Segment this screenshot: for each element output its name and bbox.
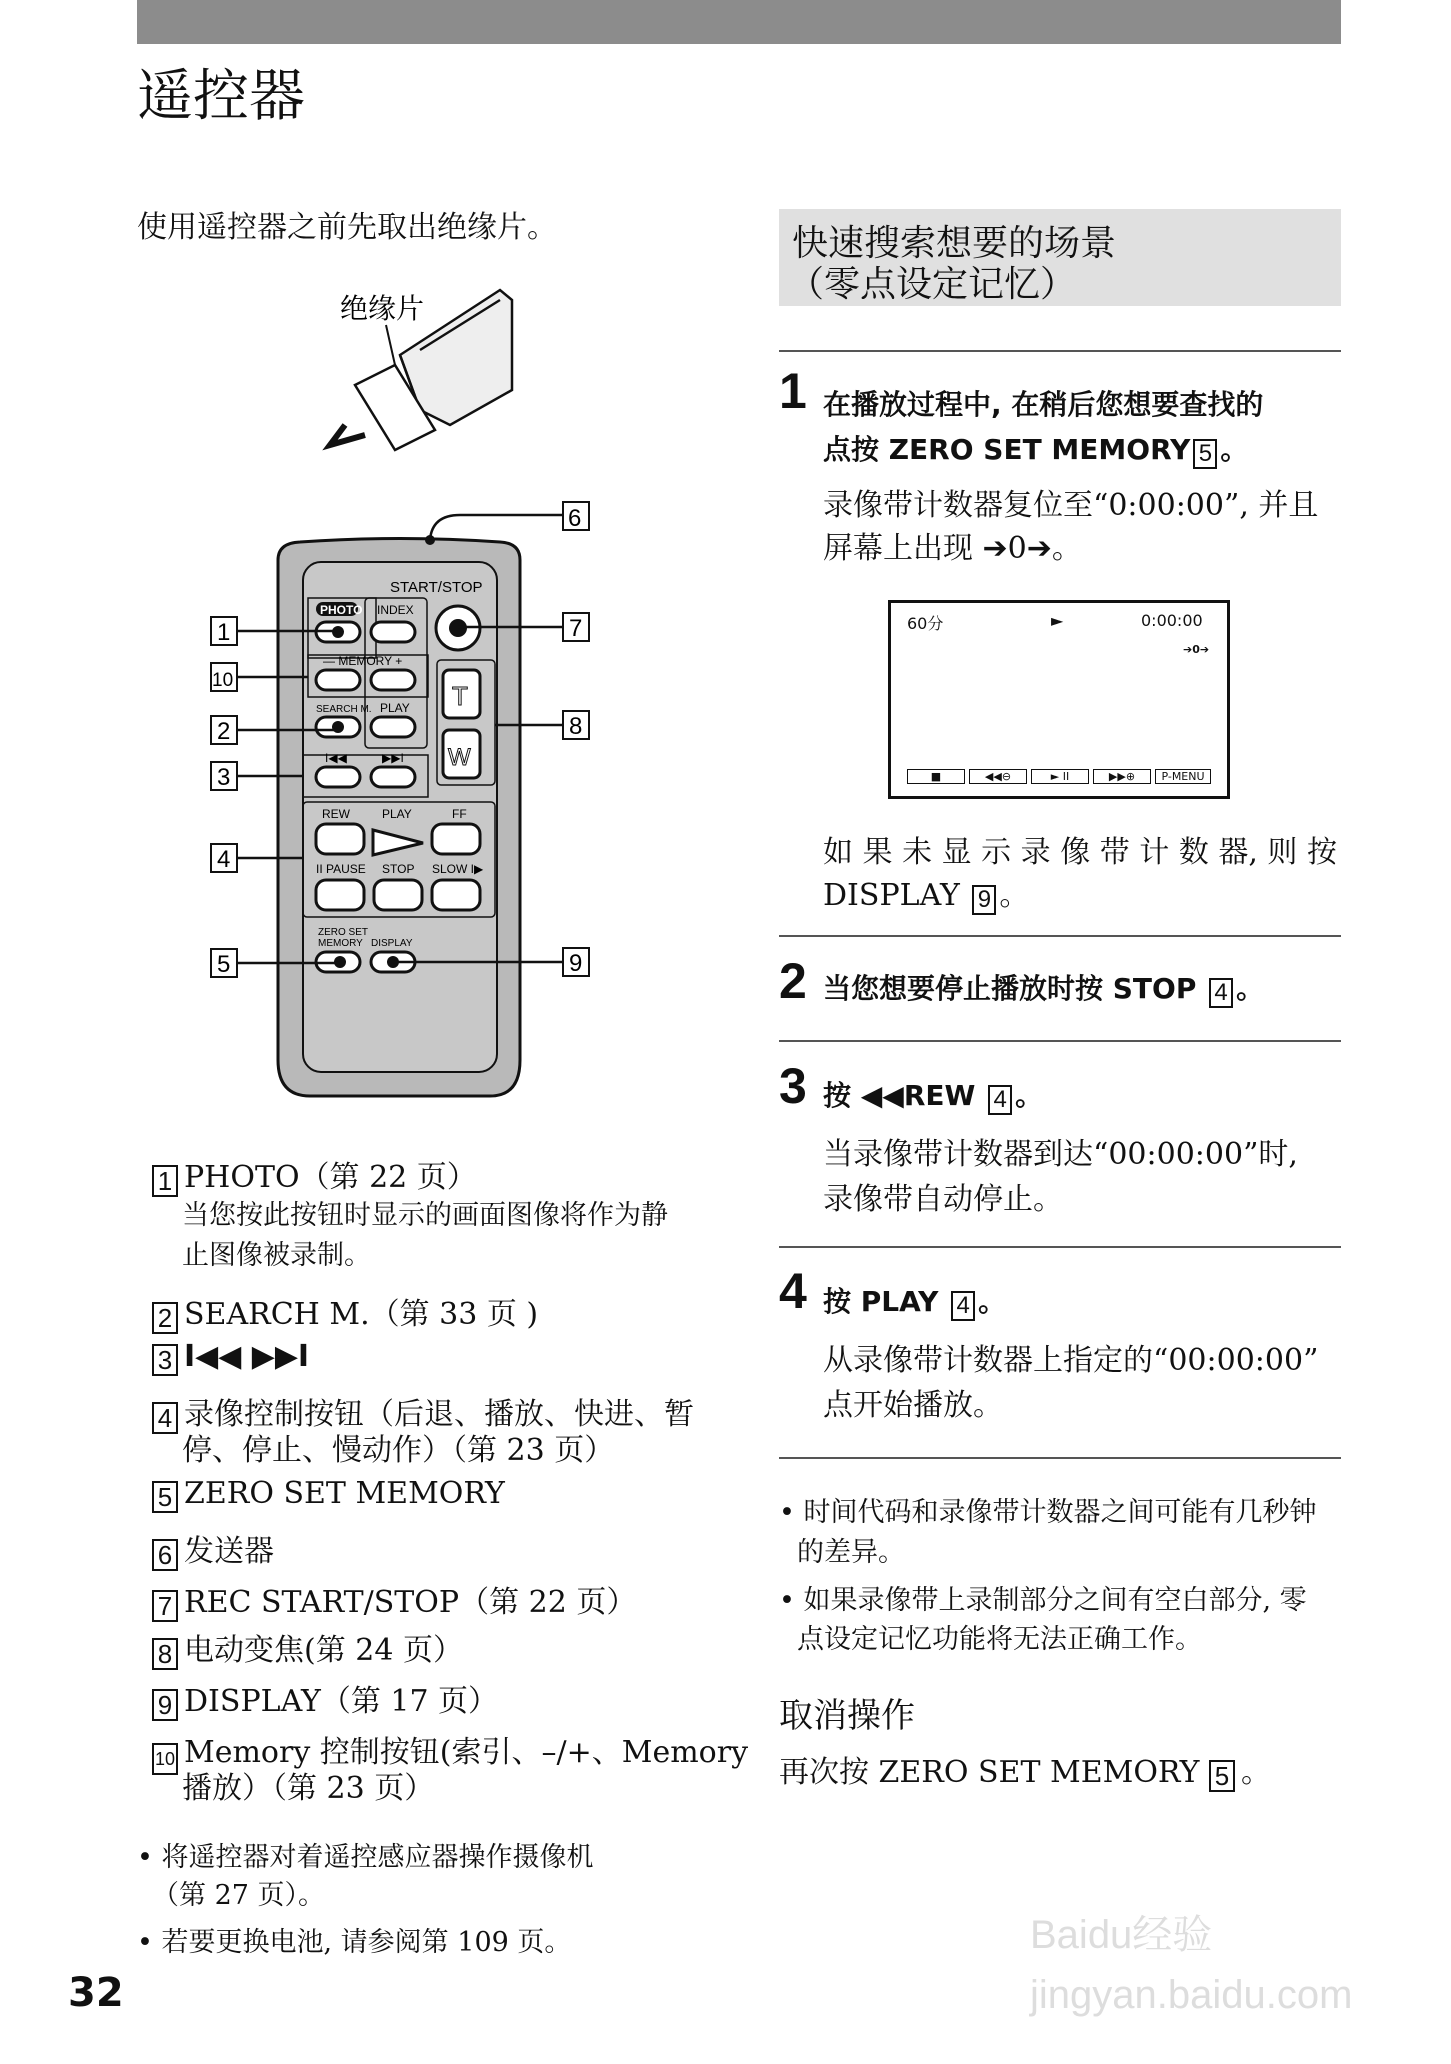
- cancel-heading: 取消操作: [779, 1696, 915, 1736]
- item-line: 停、停止、慢动作）（第 23 页）: [182, 1433, 615, 1468]
- list-item-8: 8 电动变焦(第 24 页）: [152, 1625, 463, 1670]
- list-item-5: 5 ZERO SET MEMORY: [152, 1476, 505, 1513]
- divider: [779, 350, 1341, 352]
- svg-text:II PAUSE: II PAUSE: [316, 862, 366, 876]
- divider: [779, 1246, 1341, 1248]
- step-heading: 按 ◀◀REW 4 。: [823, 1079, 1044, 1113]
- play-pause-button[interactable]: ► II: [1031, 769, 1089, 784]
- svg-text:▶▶I: ▶▶I: [382, 751, 404, 765]
- step-number: 3: [779, 1058, 807, 1114]
- step-heading: 按 PLAY 4 。: [823, 1285, 1007, 1319]
- list-item-10: 10 Memory 控制按钮(索引、–/+、Memory: [152, 1727, 748, 1775]
- svg-text:W: W: [448, 744, 471, 771]
- step-heading: 在播放过程中, 在稍后您想要查找的: [823, 388, 1264, 421]
- item-desc: 止图像被录制。: [182, 1240, 371, 1271]
- list-item-2: 2 SEARCH M.（第 33 页 ): [152, 1289, 538, 1334]
- note: • 如果录像带上录制部分之间有空白部分, 零: [779, 1585, 1307, 1616]
- svg-text:4: 4: [217, 846, 231, 873]
- svg-text:PLAY: PLAY: [382, 807, 412, 821]
- svg-text:10: 10: [212, 670, 234, 691]
- svg-text:MEMORY: MEMORY: [318, 938, 363, 949]
- note-line: 点设定记忆功能将无法正确工作。: [797, 1624, 1202, 1655]
- svg-text:SLOW I▶: SLOW I▶: [432, 862, 484, 876]
- svg-text:2: 2: [217, 718, 231, 745]
- svg-text:T: T: [452, 681, 468, 711]
- svg-text:PLAY: PLAY: [380, 701, 410, 715]
- divider: [779, 935, 1341, 937]
- svg-text:ZERO SET: ZERO SET: [318, 927, 369, 938]
- page-number: 32: [68, 1970, 124, 2016]
- tape-counter: 0:00:00: [1141, 611, 1203, 630]
- item-desc: 当您按此按钮时显示的画面图像将作为静: [182, 1200, 668, 1231]
- note: • 将遥控器对着遥控感应器操作摄像机: [137, 1842, 594, 1873]
- svg-text:3: 3: [217, 764, 231, 791]
- step-heading: 当您想要停止播放时按 STOP 4 。: [823, 972, 1265, 1006]
- play-indicator: ►: [1051, 611, 1064, 630]
- step-body: 如 果 未 显 示 录 像 带 计 数 器, 则 按: [823, 835, 1337, 870]
- zero-memory-indicator: ➔0➔: [1183, 643, 1210, 656]
- item-line: 播放）（第 23 页）: [182, 1771, 435, 1806]
- step-number: 2: [779, 953, 807, 1009]
- section-title-line2: （零点设定记忆）: [788, 264, 1077, 305]
- lcd-screen: [888, 600, 1230, 799]
- svg-text:PHOTO: PHOTO: [320, 603, 363, 617]
- note-line: 的差异。: [797, 1537, 905, 1568]
- svg-text:7: 7: [569, 615, 583, 642]
- svg-text:DISPLAY: DISPLAY: [371, 938, 413, 949]
- step-body: DISPLAY 9 。: [823, 878, 1030, 913]
- list-item-7: 7 REC START/STOP（第 22 页）: [152, 1577, 636, 1622]
- section-title-line1: 快速搜索想要的场景: [792, 223, 1117, 264]
- step-body: 录像带自动停止。: [823, 1182, 1063, 1217]
- step-body: 录像带计数器复位至“0:00:00”, 并且: [823, 488, 1319, 523]
- divider: [779, 1457, 1341, 1459]
- watermark: Baidu经验 jingyan.baidu.com: [1030, 1913, 1353, 2017]
- note-line: （第 27 页）。: [152, 1880, 326, 1911]
- rewind-button[interactable]: ◀◀⊖: [969, 769, 1027, 784]
- svg-text:INDEX: INDEX: [377, 603, 414, 617]
- svg-text:FF: FF: [452, 807, 467, 821]
- insulation-label: 绝缘片: [340, 292, 425, 325]
- list-item-9: 9 DISPLAY（第 17 页）: [152, 1676, 498, 1721]
- svg-text:5: 5: [217, 951, 231, 978]
- step-body: 屏幕上出现 ➔0➔。: [823, 531, 1082, 566]
- note: • 时间代码和录像带计数器之间可能有几秒钟: [779, 1497, 1317, 1528]
- step-body: 当录像带计数器到达“00:00:00”时,: [823, 1137, 1298, 1172]
- divider: [779, 1040, 1341, 1042]
- svg-text:STOP: STOP: [382, 862, 415, 876]
- list-item-1: 1 PHOTO（第 22 页）: [152, 1152, 477, 1197]
- step-body: 点开始播放。: [823, 1388, 1003, 1423]
- page-title: 遥控器: [137, 64, 305, 129]
- note: • 若要更换电池, 请参阅第 109 页。: [137, 1927, 572, 1958]
- list-item-4: 4 录像控制按钮（后退、播放、快进、暂: [152, 1389, 694, 1434]
- svg-text:REW: REW: [322, 807, 350, 821]
- svg-text:— MEMORY +: — MEMORY +: [323, 654, 403, 668]
- svg-text:START/STOP: START/STOP: [390, 579, 483, 596]
- intro-text: 使用遥控器之前先取出绝缘片。: [137, 210, 557, 245]
- step-body: 从录像带计数器上指定的“00:00:00”: [823, 1343, 1319, 1378]
- svg-text:9: 9: [569, 950, 583, 977]
- svg-text:1: 1: [217, 619, 231, 646]
- step-number: 4: [779, 1263, 807, 1319]
- list-item-6: 6 发送器: [152, 1526, 274, 1571]
- step-heading: 点按 ZERO SET MEMORY 5 。: [823, 433, 1249, 467]
- stop-button[interactable]: ■: [907, 769, 965, 784]
- p-menu-button[interactable]: P-MENU: [1155, 769, 1211, 784]
- svg-text:8: 8: [569, 713, 583, 740]
- cancel-text: 再次按 ZERO SET MEMORY 5 。: [779, 1755, 1271, 1791]
- list-item-3: 3 I◀◀ ▶▶I: [152, 1339, 309, 1376]
- svg-text:6: 6: [568, 505, 582, 532]
- fast-forward-button[interactable]: ▶▶⊕: [1093, 769, 1151, 784]
- step-number: 1: [779, 363, 807, 419]
- svg-text:SEARCH M.: SEARCH M.: [316, 704, 372, 715]
- svg-text:I◀◀: I◀◀: [325, 751, 347, 765]
- battery-remaining: 60分: [907, 614, 944, 633]
